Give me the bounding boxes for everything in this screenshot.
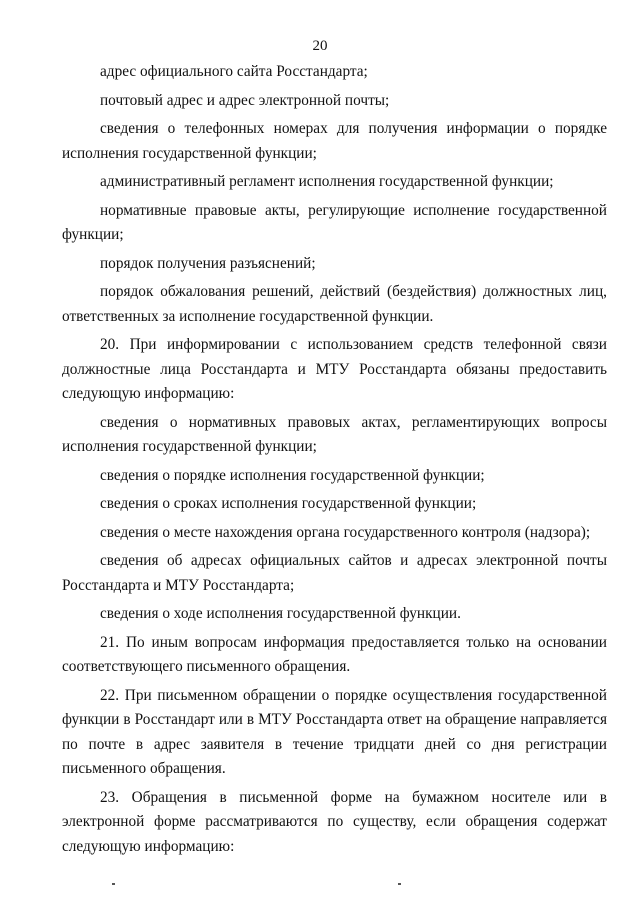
- paragraph: порядок получения разъяснений;: [100, 254, 316, 272]
- paragraph: 21. По иным вопросам информация предоставляется только на основании соответствующего письменного обращения.: [62, 633, 607, 675]
- paragraph: 20. При информировании с использованием средств телефонной связи должностные лица Росстандарта и МТУ Росстандарта обязаны предоставить следующую информацию:: [62, 336, 607, 402]
- scan-marks: [0, 883, 640, 893]
- scan-mark: [398, 883, 401, 885]
- paragraph: сведения о порядке исполнения государственной функции;: [100, 466, 485, 484]
- paragraph: почтовый адрес и адрес электронной почты;: [100, 91, 390, 109]
- paragraph: сведения о месте нахождения органа государственного контроля (надзора);: [100, 523, 591, 541]
- paragraph: 23. Обращения в письменной форме на бумажном носителе или в электронной форме рассматриваются по существу, если обращения содержат следующую информацию:: [62, 788, 607, 855]
- paragraph: сведения о ходе исполнения государственной функции.: [100, 605, 461, 622]
- page-number: 20: [312, 38, 328, 54]
- document-body: [62, 60, 607, 863]
- paragraph: сведения о нормативных правовых актах, регламентирующих вопросы исполнения государственной функции;: [62, 413, 607, 455]
- scan-mark: [112, 883, 115, 885]
- paragraph: адрес официального сайта Росстандарта;: [100, 63, 368, 80]
- paragraph: сведения о сроках исполнения государственной функции;: [100, 495, 477, 512]
- paragraph: порядок обжалования решений, действий (бездействия) должностных лиц, ответственных за исполнение государственной функции.: [62, 283, 607, 325]
- paragraph: сведения о телефонных номерах для получения информации о порядке исполнения государственной функции;: [62, 120, 607, 162]
- paragraph: нормативные правовые акты, регулирующие исполнение государственной функции;: [62, 201, 607, 243]
- paragraph: административный регламент исполнения государственной функции;: [100, 173, 554, 190]
- paragraph: 22. При письменном обращении о порядке осуществления государственной функции в Росстандарт или в МТУ Росстандарта ответ на обращение направляется по почте в адрес заявителя в течение тридцати дней со дня регистрации письменного обращения.: [62, 686, 607, 777]
- paragraph: сведения об адресах официальных сайтов и адресах электронной почты Росстандарта и МТУ Росстандарта;: [62, 552, 607, 594]
